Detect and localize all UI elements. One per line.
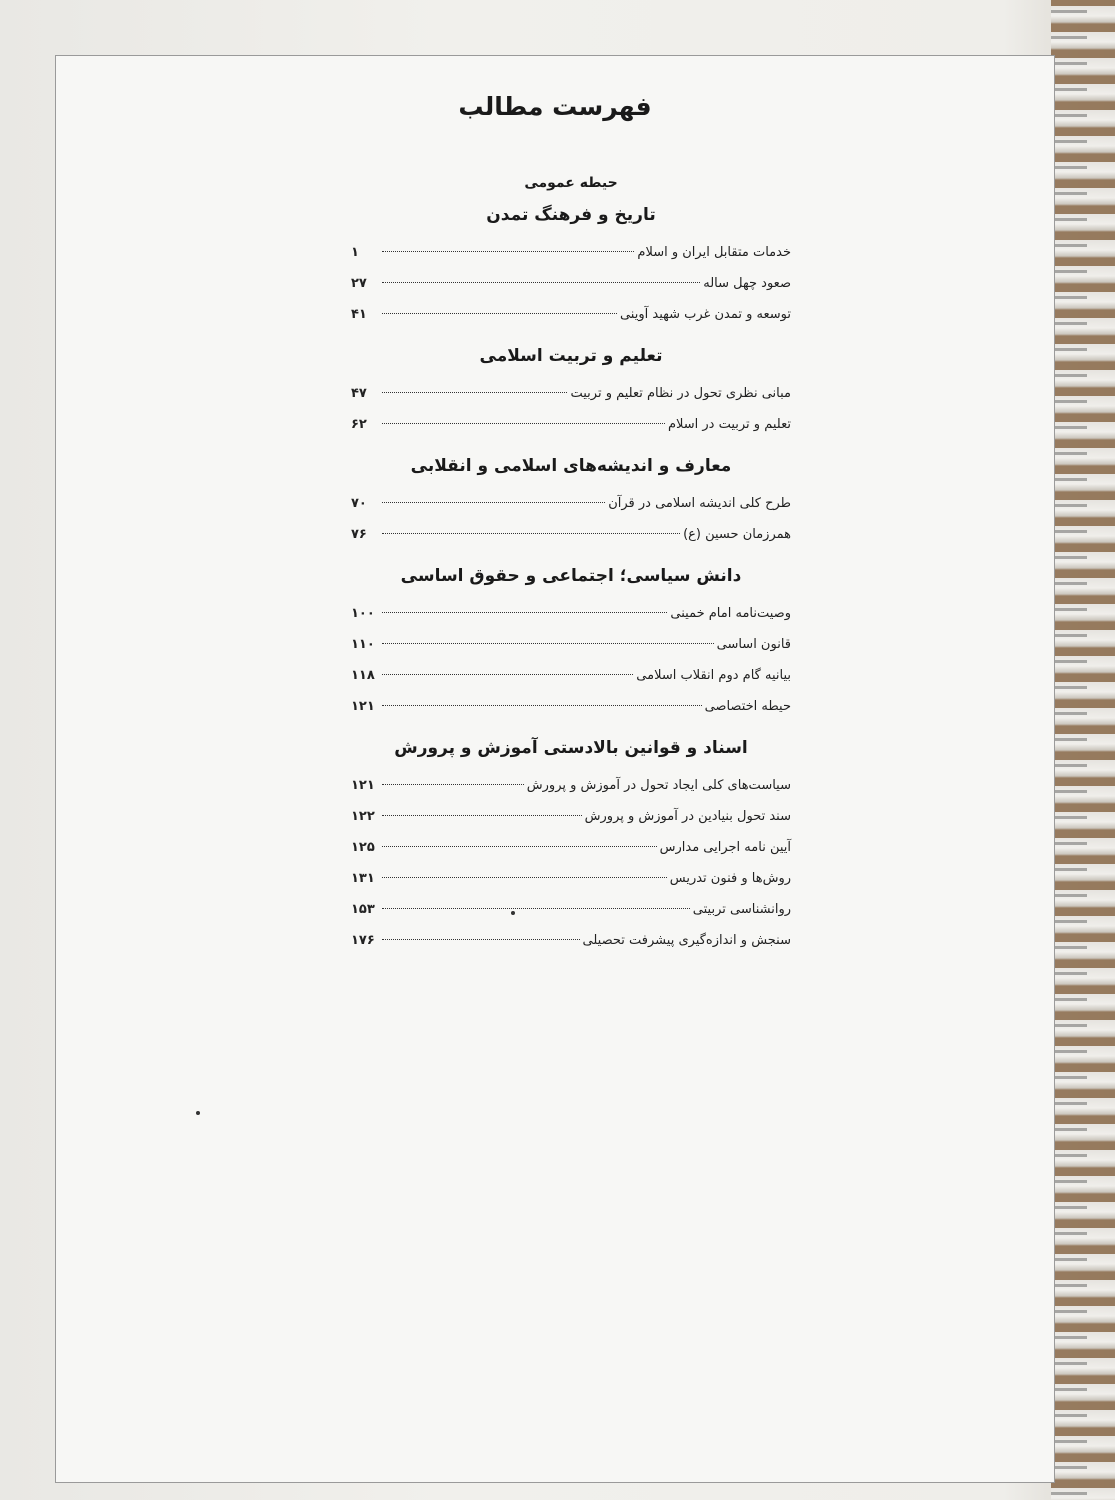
toc-entry-page: ۱۷۶: [351, 933, 375, 948]
toc-entry-page: ۶۲: [351, 417, 367, 432]
dot-leader: [382, 282, 700, 283]
toc-entry-label: وصیت‌نامه امام خمینی: [670, 606, 791, 621]
toc-entry-label: روش‌ها و فنون تدریس: [669, 871, 791, 886]
toc-entry-page: ۱۱۸: [351, 668, 375, 683]
toc-entry-label: صعود چهل ساله: [703, 276, 791, 291]
dot-leader: [382, 674, 633, 675]
toc-entry[interactable]: [351, 832, 791, 863]
toc-entry-page: ۱: [351, 245, 359, 260]
toc-entry[interactable]: [351, 894, 791, 925]
dot-leader: [382, 908, 690, 909]
toc-entry[interactable]: [351, 925, 791, 956]
dot-leader: [382, 533, 680, 534]
toc-entry-label: همرزمان حسین (ع): [683, 527, 791, 542]
dot-leader: [382, 877, 667, 878]
section-heading: دانش سیاسی؛ اجتماعی و حقوق اساسی: [400, 566, 742, 586]
toc-entry-label: قانون اساسی: [716, 637, 791, 652]
toc-entry-page: ۱۲۱: [351, 778, 375, 793]
dot-leader: [382, 643, 714, 644]
toc-entry-page: ۱۲۱: [351, 699, 375, 714]
toc-entry-page: ۱۲۲: [351, 809, 375, 824]
spiral-binding: [1051, 0, 1115, 1500]
dot-leader: [382, 423, 665, 424]
toc-entry-page: ۱۲۵: [351, 840, 375, 855]
dot-leader: [382, 392, 567, 393]
toc-entry[interactable]: [351, 268, 791, 299]
toc-entry-label: مبانی نظری تحول در نظام تعلیم و تربیت: [570, 386, 791, 401]
toc-entry-label: خدمات متقابل ایران و اسلام: [637, 245, 791, 260]
dot-leader: [382, 313, 617, 314]
toc-entry[interactable]: [351, 629, 791, 660]
toc-entry-page: ۱۰۰: [351, 606, 375, 621]
toc-entry-label: بیانیه گام دوم انقلاب اسلامی: [636, 668, 791, 683]
toc-entry[interactable]: [351, 299, 791, 330]
toc-entry[interactable]: [351, 691, 791, 722]
toc-entry[interactable]: [351, 801, 791, 832]
dot-leader: [382, 251, 634, 252]
toc-entry-page: ۱۱۰: [351, 637, 375, 652]
paper-speck: [196, 1111, 200, 1115]
dot-leader: [382, 612, 667, 613]
toc-entry-label: طرح کلی اندیشه اسلامی در قرآن: [608, 496, 791, 511]
dot-leader: [382, 939, 580, 940]
toc-entry-page: ۷۶: [351, 527, 367, 542]
section-heading: معارف و اندیشه‌های اسلامی و انقلابی: [410, 456, 732, 476]
document-page: [55, 55, 1055, 1483]
toc-entry-label: سند تحول بنیادین در آموزش و پرورش: [584, 809, 791, 824]
toc-entry-page: ۴۷: [351, 386, 367, 401]
section-heading: تعلیم و تربیت اسلامی: [479, 346, 663, 366]
paper-speck: [511, 911, 515, 915]
toc-entry-label: سیاست‌های کلی ایجاد تحول در آموزش و پرورش: [526, 778, 791, 793]
toc-entry-label: آیین نامه اجرایی مدارس: [659, 840, 791, 855]
toc-entry-page: ۴۱: [351, 307, 367, 322]
toc-entry[interactable]: [351, 660, 791, 691]
toc-entry-page: ۱۳۱: [351, 871, 375, 886]
toc-entry-label: روانشناسی تربیتی: [692, 902, 791, 917]
toc-entry[interactable]: [351, 863, 791, 894]
dot-leader: [382, 705, 702, 706]
toc-entry[interactable]: [351, 770, 791, 801]
toc-entry[interactable]: [351, 378, 791, 409]
toc-entry[interactable]: [351, 409, 791, 440]
toc-entry[interactable]: [351, 488, 791, 519]
toc-entry-page: ۱۵۳: [351, 902, 375, 917]
table-of-contents: [351, 171, 791, 956]
toc-entry-label: توسعه و تمدن غرب شهید آوینی: [619, 307, 791, 322]
page-title: فهرست مطالب: [458, 92, 652, 121]
toc-entry-page: ۲۷: [351, 276, 367, 291]
section-heading: اسناد و قوانین بالادستی آموزش و پرورش: [394, 738, 748, 758]
toc-entry-label: سنجش و اندازه‌گیری پیشرفت تحصیلی: [582, 933, 791, 948]
toc-entry[interactable]: [351, 237, 791, 268]
toc-entry-page: ۷۰: [351, 496, 367, 511]
dot-leader: [382, 784, 524, 785]
dot-leader: [382, 502, 605, 503]
section-heading: تاریخ و فرهنگ تمدن: [486, 205, 656, 225]
dot-leader: [382, 815, 582, 816]
toc-entry[interactable]: [351, 598, 791, 629]
dot-leader: [382, 846, 657, 847]
toc-entry-label: تعلیم و تربیت در اسلام: [667, 417, 791, 432]
domain-heading: حیطه عمومی: [524, 175, 618, 191]
toc-entry[interactable]: [351, 519, 791, 550]
toc-entry-label: حیطه اختصاصی: [704, 699, 791, 714]
